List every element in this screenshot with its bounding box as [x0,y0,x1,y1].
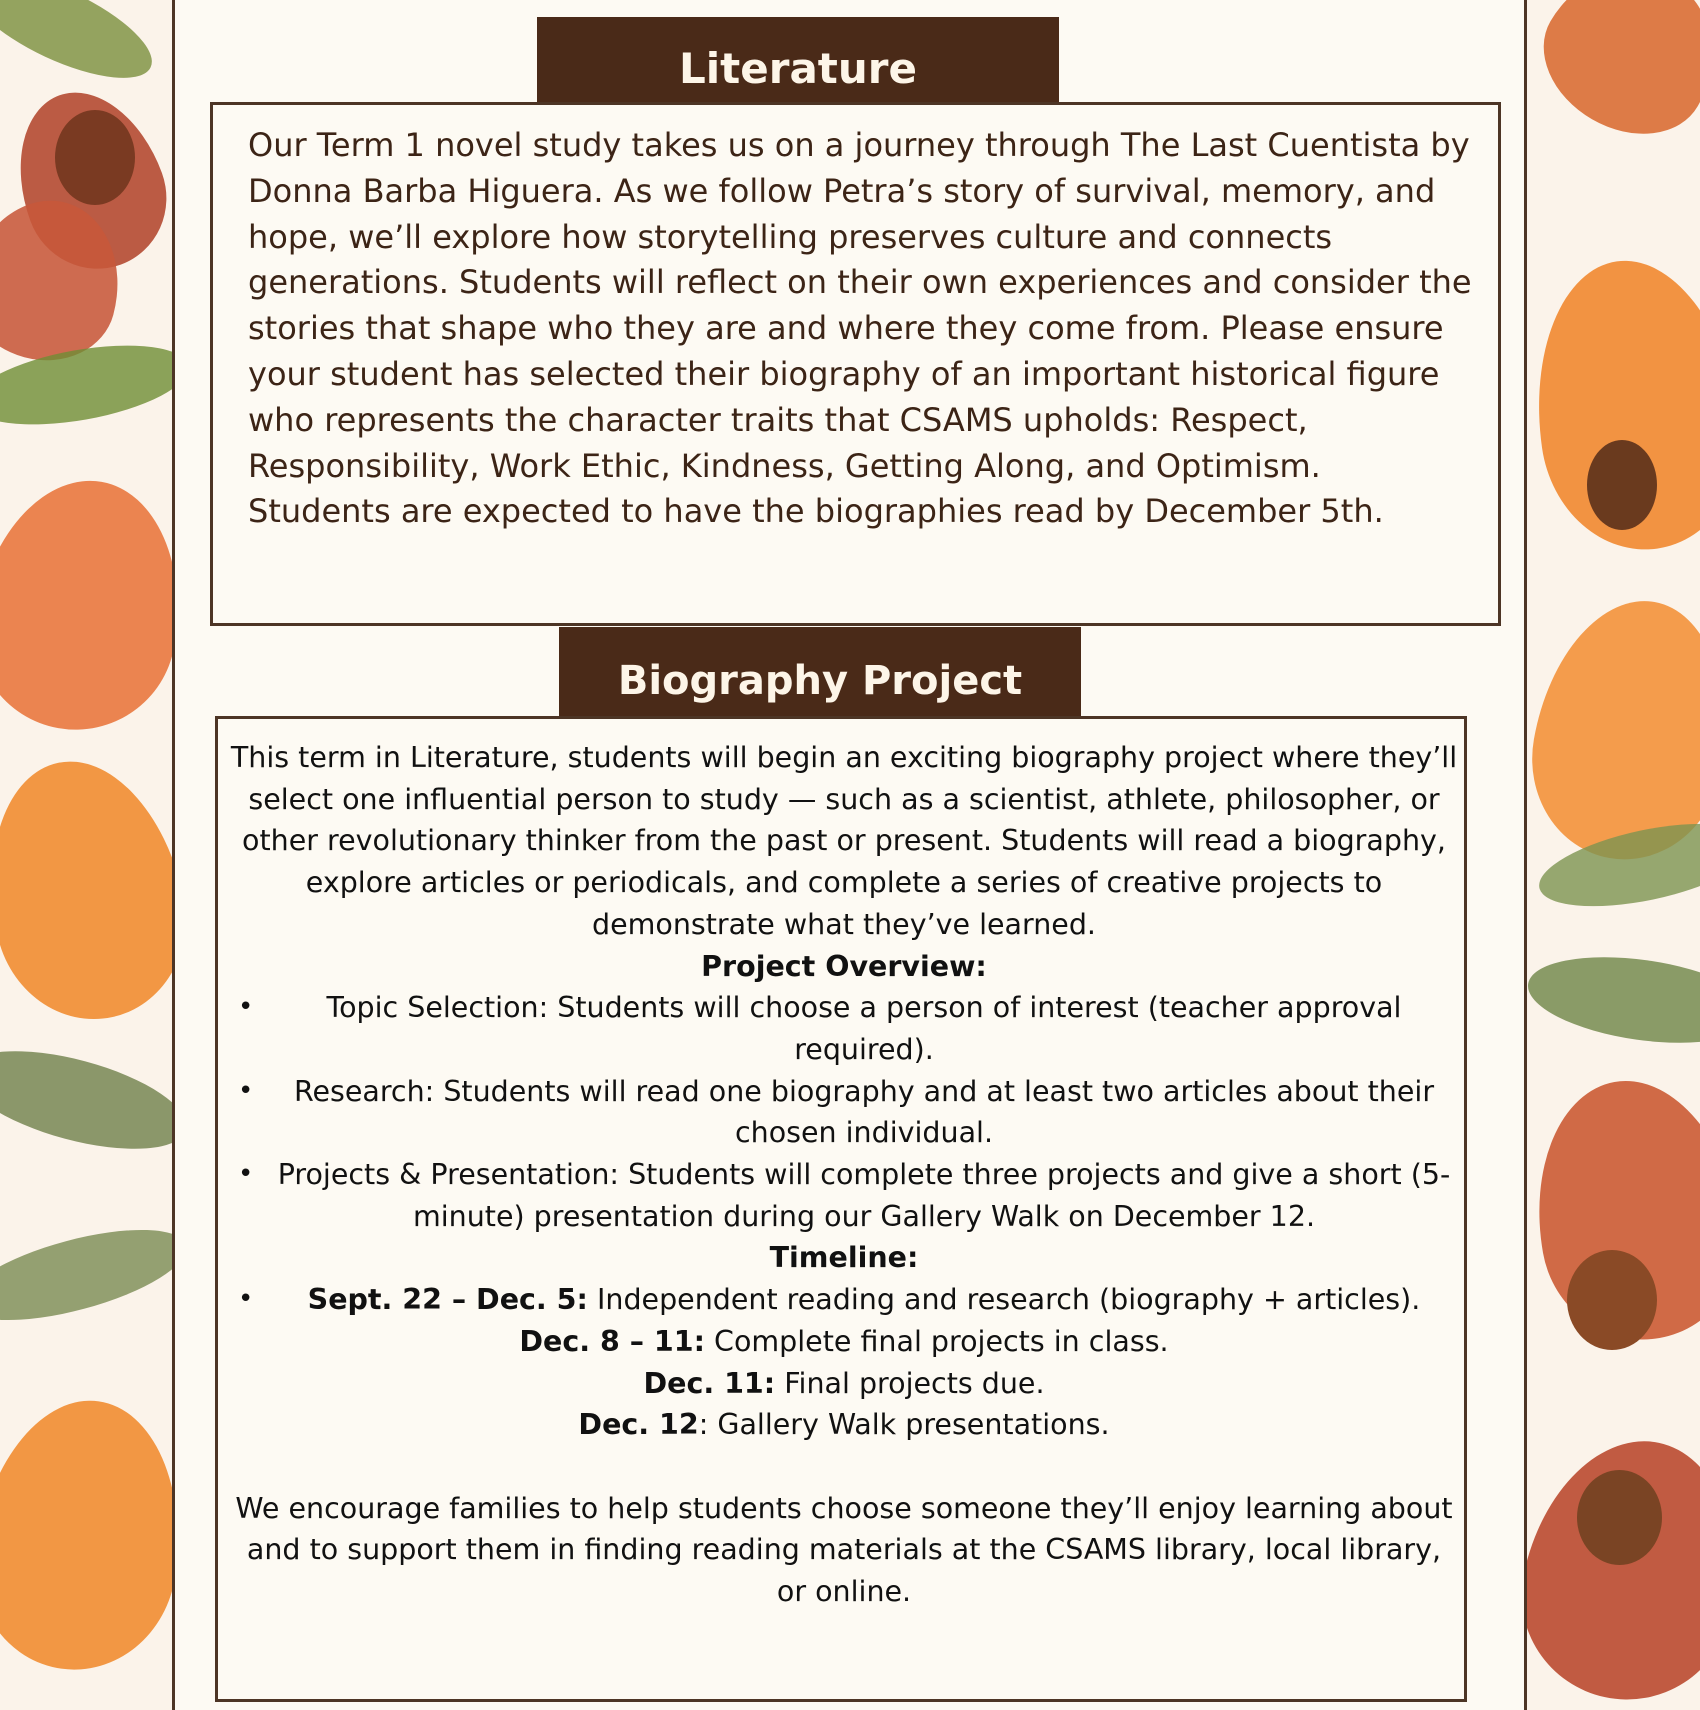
right-leaf-border [1527,0,1700,1710]
timeline-date: Dec. 11: [643,1366,776,1400]
list-item: • Projects & Presentation: Students will complete three projects and give a short (5-minute) presentation during our Gallery Walk on December 12. [230,1154,1458,1237]
list-item: • Topic Selection: Students will choose a person of interest (teacher approval required). [230,987,1458,1070]
timeline-text: Complete final projects in class. [705,1324,1169,1358]
project-overview-heading: Project Overview: [701,949,987,983]
closing-paragraph: We encourage families to help students choose someone they’ll enjoy learning about and to support them in finding reading materials at the CSAMS library, local library, or online. [235,1491,1453,1609]
bullet-icon: • [238,1075,254,1106]
bullet-icon: • [238,1159,254,1190]
literature-heading: Literature [537,17,1059,105]
timeline-item [230,1363,1458,1405]
biography-project-heading: Biography Project [559,627,1081,717]
timeline-date: Dec. 8 – 11: [519,1324,705,1358]
timeline-item [230,1404,1458,1446]
biography-project-box [215,716,1467,1702]
biography-intro: This term in Literature, students will begin an exciting biography project where they’ll select one influential person to study — such as a scientist, athlete, philosopher, or other revolutionary thinker from the past or present. Students will read a biography, explore articles or periodicals, and complete a series of creative projects to demonstrate what they’ve learned. [230,741,1458,941]
bullet-icon: • [238,992,254,1023]
timeline-date: Dec. 12 [578,1408,699,1442]
timeline-list [230,1279,1458,1321]
timeline-item [230,1279,1458,1321]
literature-box [210,102,1501,626]
bullet-icon: • [238,1284,254,1315]
newsletter-page [172,0,1527,1710]
timeline-text: : Gallery Walk presentations. [698,1408,1110,1442]
literature-paragraph: Our Term 1 novel study takes us on a journey through The Last Cuentista by Donna Barba Higuera. As we follow Petra’s story of survival, memory, and hope, we’ll explore how storytelling preserves culture and connects generations. Students will reflect on their own experiences and consider the stories that shape who they are and where they come from. Please ensure your student has selected their biography of an important historical figure who represents the character traits that CSAMS upholds: Respect, Responsibility, Work Ethic, Kindness, Getting Along, and Optimism. Students are expected to have the biographies read by December 5th. [248,126,1472,531]
timeline-item [230,1321,1458,1363]
project-overview-list [230,987,1458,1237]
list-item: • Research: Students will read one biography and at least two articles about their chosen individual. [230,1071,1458,1154]
timeline-heading: Timeline: [769,1241,919,1275]
left-leaf-border [0,0,172,1710]
timeline-text: Final projects due. [775,1366,1045,1400]
timeline-text: Independent reading and research (biography + articles). [587,1283,1421,1317]
timeline-date: Sept. 22 – Dec. 5: [307,1283,588,1317]
